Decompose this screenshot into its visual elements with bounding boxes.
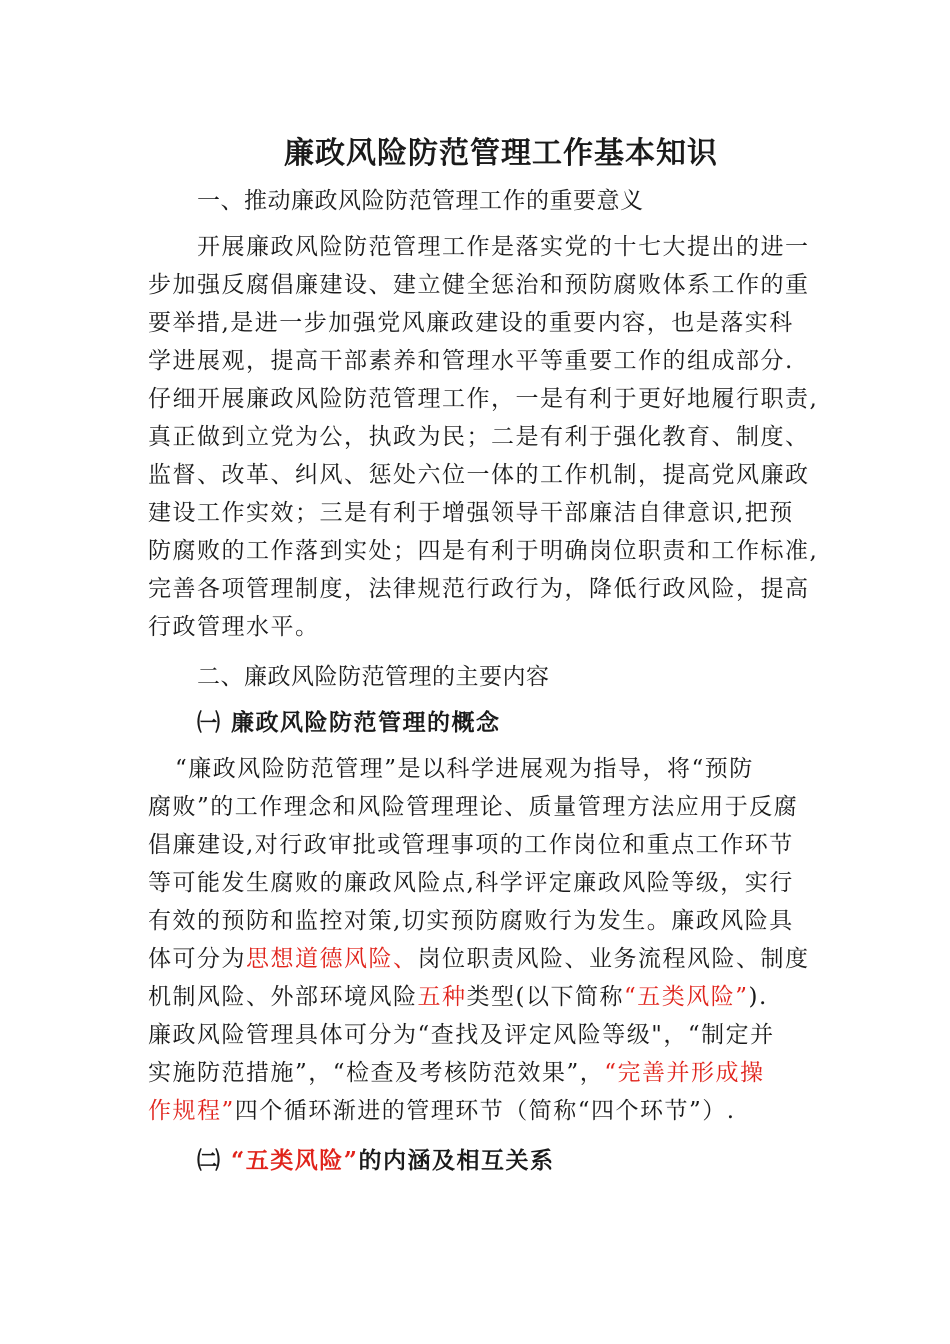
text-span: ). — [748, 984, 768, 1010]
paragraph-1-line: 开展廉政风险防范管理工作是落实党的十七大提出的进一 — [197, 234, 810, 260]
paragraph-2-line: 廉政风险管理具体可分为“查找及评定风险等级"，“制定并 — [148, 1022, 775, 1048]
paragraph-2-line: 等可能发生腐败的廉政风险点,科学评定廉政风险等级，实行 — [148, 870, 794, 896]
text-span: 机制风险、外部环境风险 — [148, 984, 418, 1010]
paragraph-1-line: 建设工作实效；三是有利于增强领导干部廉洁自律意识,把预 — [148, 500, 794, 526]
paragraph-1-line: 仔细开展廉政风险防范管理工作，一是有利于更好地履行职责, — [148, 386, 819, 412]
paragraph-2-line: “廉政风险防范管理”是以科学进展观为指导，将“预防 — [175, 756, 754, 782]
text-span: 四个循环渐进的管理环节（简称“四个环节”）. — [234, 1098, 736, 1124]
highlight-text: “五类风险” — [231, 1147, 359, 1174]
section-heading-1: 一、推动廉政风险防范管理工作的重要意义 — [197, 188, 644, 214]
subsection-title: 廉政风险防范管理的概念 — [231, 709, 501, 736]
paragraph-1-line: 真正做到立党为公，执政为民；二是有利于强化教育、制度、 — [148, 424, 810, 450]
text-span: 体可分为 — [148, 946, 246, 972]
subsection-marker: ㈡ — [197, 1147, 222, 1174]
text-span: 实施防范措施”，“检查及考核防范效果”， — [148, 1060, 605, 1086]
text-span: 岗位职责风险、业务流程风险、制度 — [417, 946, 810, 972]
highlight-text: 作规程” — [148, 1098, 235, 1124]
highlight-text: 思想道德风险、 — [246, 946, 418, 972]
subsection-marker: ㈠ — [197, 709, 222, 736]
paragraph-2-line: 有效的预防和监控对策,切实预防腐败行为发生。廉政风险具 — [148, 908, 794, 934]
subsection-title: 的内涵及相互关系 — [358, 1147, 555, 1174]
highlight-text: “五类风险” — [623, 984, 749, 1010]
document-title: 廉政风险防范管理工作基本知识 — [284, 136, 718, 171]
paragraph-2-line — [148, 944, 810, 974]
paragraph-2-line: 腐败”的工作理念和风险管理理论、质量管理方法应用于反腐 — [148, 794, 799, 820]
paragraph-1-line: 学进展观，提高干部素养和管理水平等重要工作的组成部分. — [148, 348, 794, 374]
paragraph-1-line: 完善各项管理制度，法律规范行政行为，降低行政风险，提高 — [148, 576, 810, 602]
paragraph-2-line — [148, 982, 768, 1012]
highlight-text: “完善并形成操 — [604, 1060, 765, 1086]
highlight-text: 五种 — [417, 984, 467, 1010]
paragraph-1-line: 防腐败的工作落到实处；四是有利于明确岗位职责和工作标准, — [148, 538, 819, 564]
paragraph-1-line: 监督、改革、纠风、惩处六位一体的工作机制，提高党风廉政 — [148, 462, 810, 488]
paragraph-1-line: 步加强反腐倡廉建设、建立健全惩治和预防腐败体系工作的重 — [148, 272, 810, 298]
paragraph-2-line — [148, 1096, 736, 1126]
paragraph-2-line: 倡廉建设,对行政审批或管理事项的工作岗位和重点工作环节 — [148, 832, 794, 858]
paragraph-1-line: 行政管理水平。 — [148, 614, 320, 640]
paragraph-2-line — [148, 1058, 765, 1088]
paragraph-1-line: 要举措,是进一步加强党风廉政建设的重要内容，也是落实科 — [148, 310, 794, 336]
text-span: 类型(以下简称 — [466, 984, 624, 1010]
subsection-heading-1 — [197, 708, 501, 738]
subsection-heading-2 — [197, 1146, 554, 1176]
section-heading-2: 二、廉政风险防范管理的主要内容 — [197, 664, 550, 690]
